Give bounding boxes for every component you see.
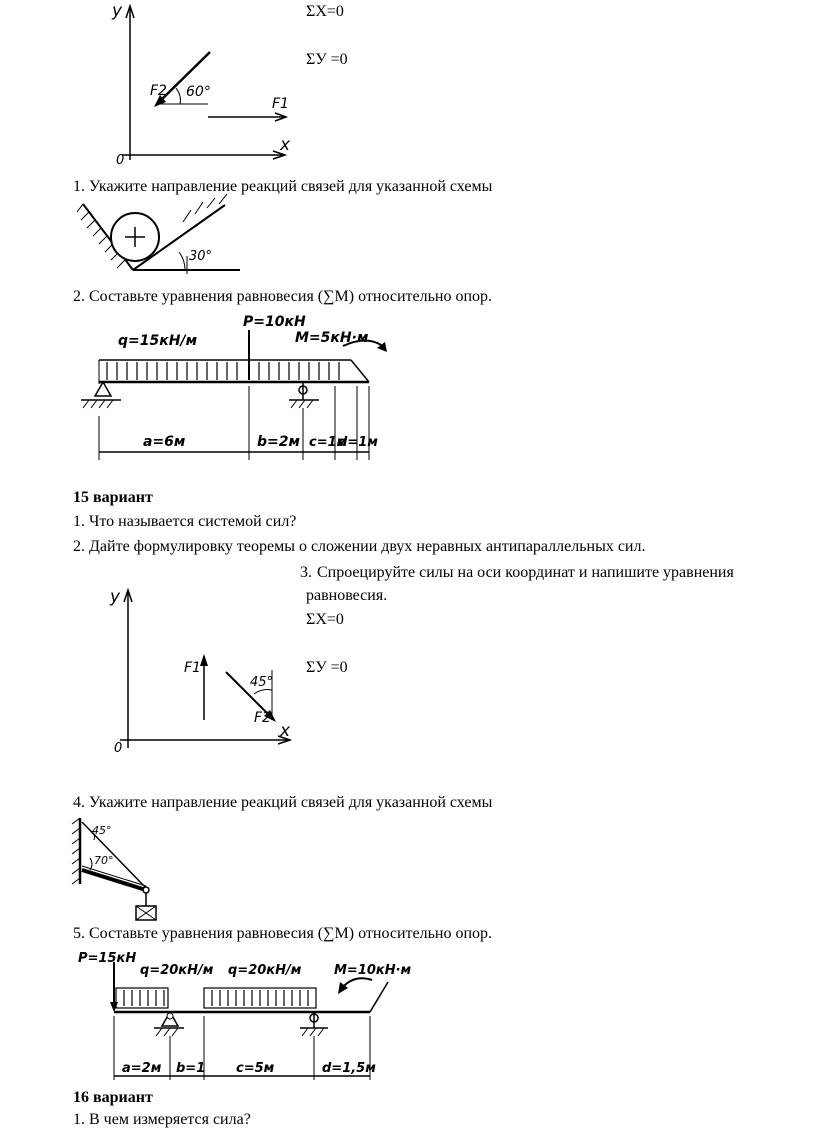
ball-wedge-diagram <box>75 200 255 280</box>
angle-45-label: 45° <box>250 675 274 690</box>
variant-16-heading: 16 вариант <box>73 1089 153 1106</box>
origin-label: 0 <box>116 153 125 168</box>
sum-x-equation-1: ΣX=0 <box>306 3 344 20</box>
beam1-b-label: b=2м <box>257 434 300 450</box>
beam2-p-label: P=15кН <box>78 951 137 966</box>
beam1-q-label: q=15кН/м <box>118 333 198 349</box>
sum-y-equation-1: ΣУ =0 <box>306 51 348 68</box>
question-15-4: 4. Укажите направление реакций связей для указанной схемы <box>73 794 493 811</box>
beam1-m-label: M=5кН·м <box>295 330 369 346</box>
beam2-b-label: b=1 <box>176 1061 206 1076</box>
sum-y-equation-2: ΣУ =0 <box>306 659 348 676</box>
question-15-3-line1: Спроецируйте силы на оси координат и напишите уравнения <box>317 564 734 581</box>
angle-30-label: 30° <box>189 249 213 264</box>
beam1-c-label: c=1м <box>309 435 348 450</box>
beam-diagram-1 <box>73 308 393 468</box>
beam2-c-label: c=5м <box>236 1061 275 1076</box>
beam2-q1-label: q=20кН/м <box>140 963 214 978</box>
question-15-5: 5. Составьте уравнения равновесия (∑M) относительно опор. <box>73 925 492 942</box>
beam1-p-label: P=10кН <box>243 314 306 330</box>
force-f1-label: F1 <box>272 96 289 112</box>
beam2-m-label: M=10кН·м <box>334 963 412 978</box>
beam2-a-label: a=2м <box>122 1061 162 1076</box>
force-diagram-1 <box>100 0 320 175</box>
axis-x-label: x <box>280 135 291 155</box>
question-15-2: 2. Дайте формулировку теоремы о сложении двух неравных антипараллельных сил. <box>73 538 646 555</box>
beam1-d-label: d=1м <box>338 435 378 450</box>
force-diagram-2 <box>100 580 310 755</box>
force-f2-label-2: F2 <box>254 710 271 726</box>
force-f1-label-2: F1 <box>184 660 201 676</box>
axis-y-label: y <box>112 1 123 21</box>
axis-y-label-2: y <box>110 587 121 607</box>
question-15-3-number: 3. <box>300 564 312 581</box>
question-15-1: 1. Что называется системой сил? <box>73 513 297 530</box>
axis-x-label-2: x <box>280 721 291 741</box>
beam2-d-label: d=1,5м <box>322 1061 376 1076</box>
sum-x-equation-2: ΣX=0 <box>306 611 344 628</box>
question-15-3-line2: равновесия. <box>306 587 388 604</box>
beam-diagram-2 <box>72 944 412 1084</box>
force-f2-label: F2 <box>150 83 167 99</box>
task-1-reactions: 1. Укажите направление реакций связей для указанной схемы <box>73 178 493 195</box>
variant-15-heading: 15 вариант <box>73 489 153 506</box>
beam1-a-label: a=6м <box>143 434 186 450</box>
bracket-diagram <box>70 814 180 924</box>
task-2-moments: 2. Составьте уравнения равновесия (∑M) относительно опор. <box>73 288 492 305</box>
question-16-1: 1. В чем измеряется сила? <box>73 1111 251 1128</box>
origin-label-2: 0 <box>114 741 123 756</box>
angle-60-label: 60° <box>186 84 211 100</box>
beam2-q2-label: q=20кН/м <box>228 963 302 978</box>
angle-45-bracket-label: 45° <box>92 824 112 837</box>
angle-70-bracket-label: 70° <box>94 854 114 867</box>
